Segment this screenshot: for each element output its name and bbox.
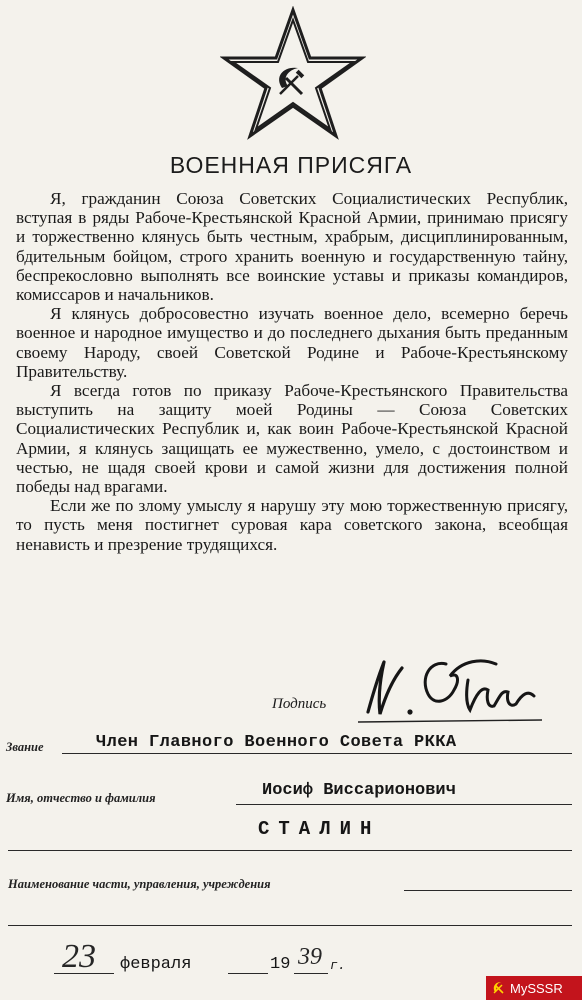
oath-paragraph-3: Я всегда готов по приказу Рабоче-Крестьянского Правительства выступить на защиту моей Родины — Союза Советских Социалистических Республик и, как воин Рабоче-Крестьянской Красной Армии, я клянусь защищать ее мужественно, умело, с достоинством и честью, не щадя своей крови и самой жизни для достижения полной победы над врагами. [16,381,568,497]
hammer-and-sickle-icon [279,68,304,94]
unit-line-2 [8,925,572,926]
date-month: февраля [120,955,192,974]
given-names-line [236,804,572,805]
date-year-line [294,973,328,974]
document-title: ВОЕННАЯ ПРИСЯГА [169,152,413,178]
date-day: 23 [62,938,96,975]
rank-label: Звание [6,740,44,754]
hammer-sickle-icon [492,981,506,995]
surname-value: СТАЛИН [258,818,381,840]
unit-line [404,890,572,891]
rank-line [62,753,572,754]
watermark-badge [486,976,582,1000]
oath-paragraph-1: Я, гражданин Союза Советских Социалистических Республик, вступая в ряды Рабоче-Крестьянской Красной Армии, принимаю присягу и торжественно клянусь быть честным, храбрым, дисциплинированным, бдительным бойцом, строго хранить военную и государственную тайну, беспрекословно выполнять все воинские уставы и приказы командиров, комиссаров и начальников. [16,189,568,305]
handwritten-signature [350,650,546,730]
oath-paragraph-2: Я клянусь добросовестно изучать военное дело, всемерно беречь военное и народное имущество и до последнего дыхания быть преданным своему Народу, своей Советской Родине и Рабоче-Крестьянскому Правительству. [16,304,568,381]
full-name-label: Имя, отчество и фамилия [6,791,156,805]
oath-paragraph-4: Если же по злому умыслу я нарушу эту мою торжественную присягу, то пусть меня постигнет суровая кара советского закона, всеобщая ненависть и презрение трудящихся. [16,496,568,554]
oath-body [16,189,568,554]
surname-line [8,850,572,851]
date-year-suffix: г. [330,958,346,973]
date-year: 39 [298,944,322,970]
watermark-text: MySSSR [510,980,563,996]
given-names-value: Иосиф Виссарионович [262,781,456,800]
unit-label: Наименование части, управления, учреждения [8,877,271,891]
rank-value: Член Главного Военного Совета РККА [96,733,457,752]
signature-label: Подпись [272,696,327,712]
date-year-prefix: 19 [270,955,291,974]
date-month-line [228,973,268,974]
red-star-emblem-icon [220,6,366,140]
